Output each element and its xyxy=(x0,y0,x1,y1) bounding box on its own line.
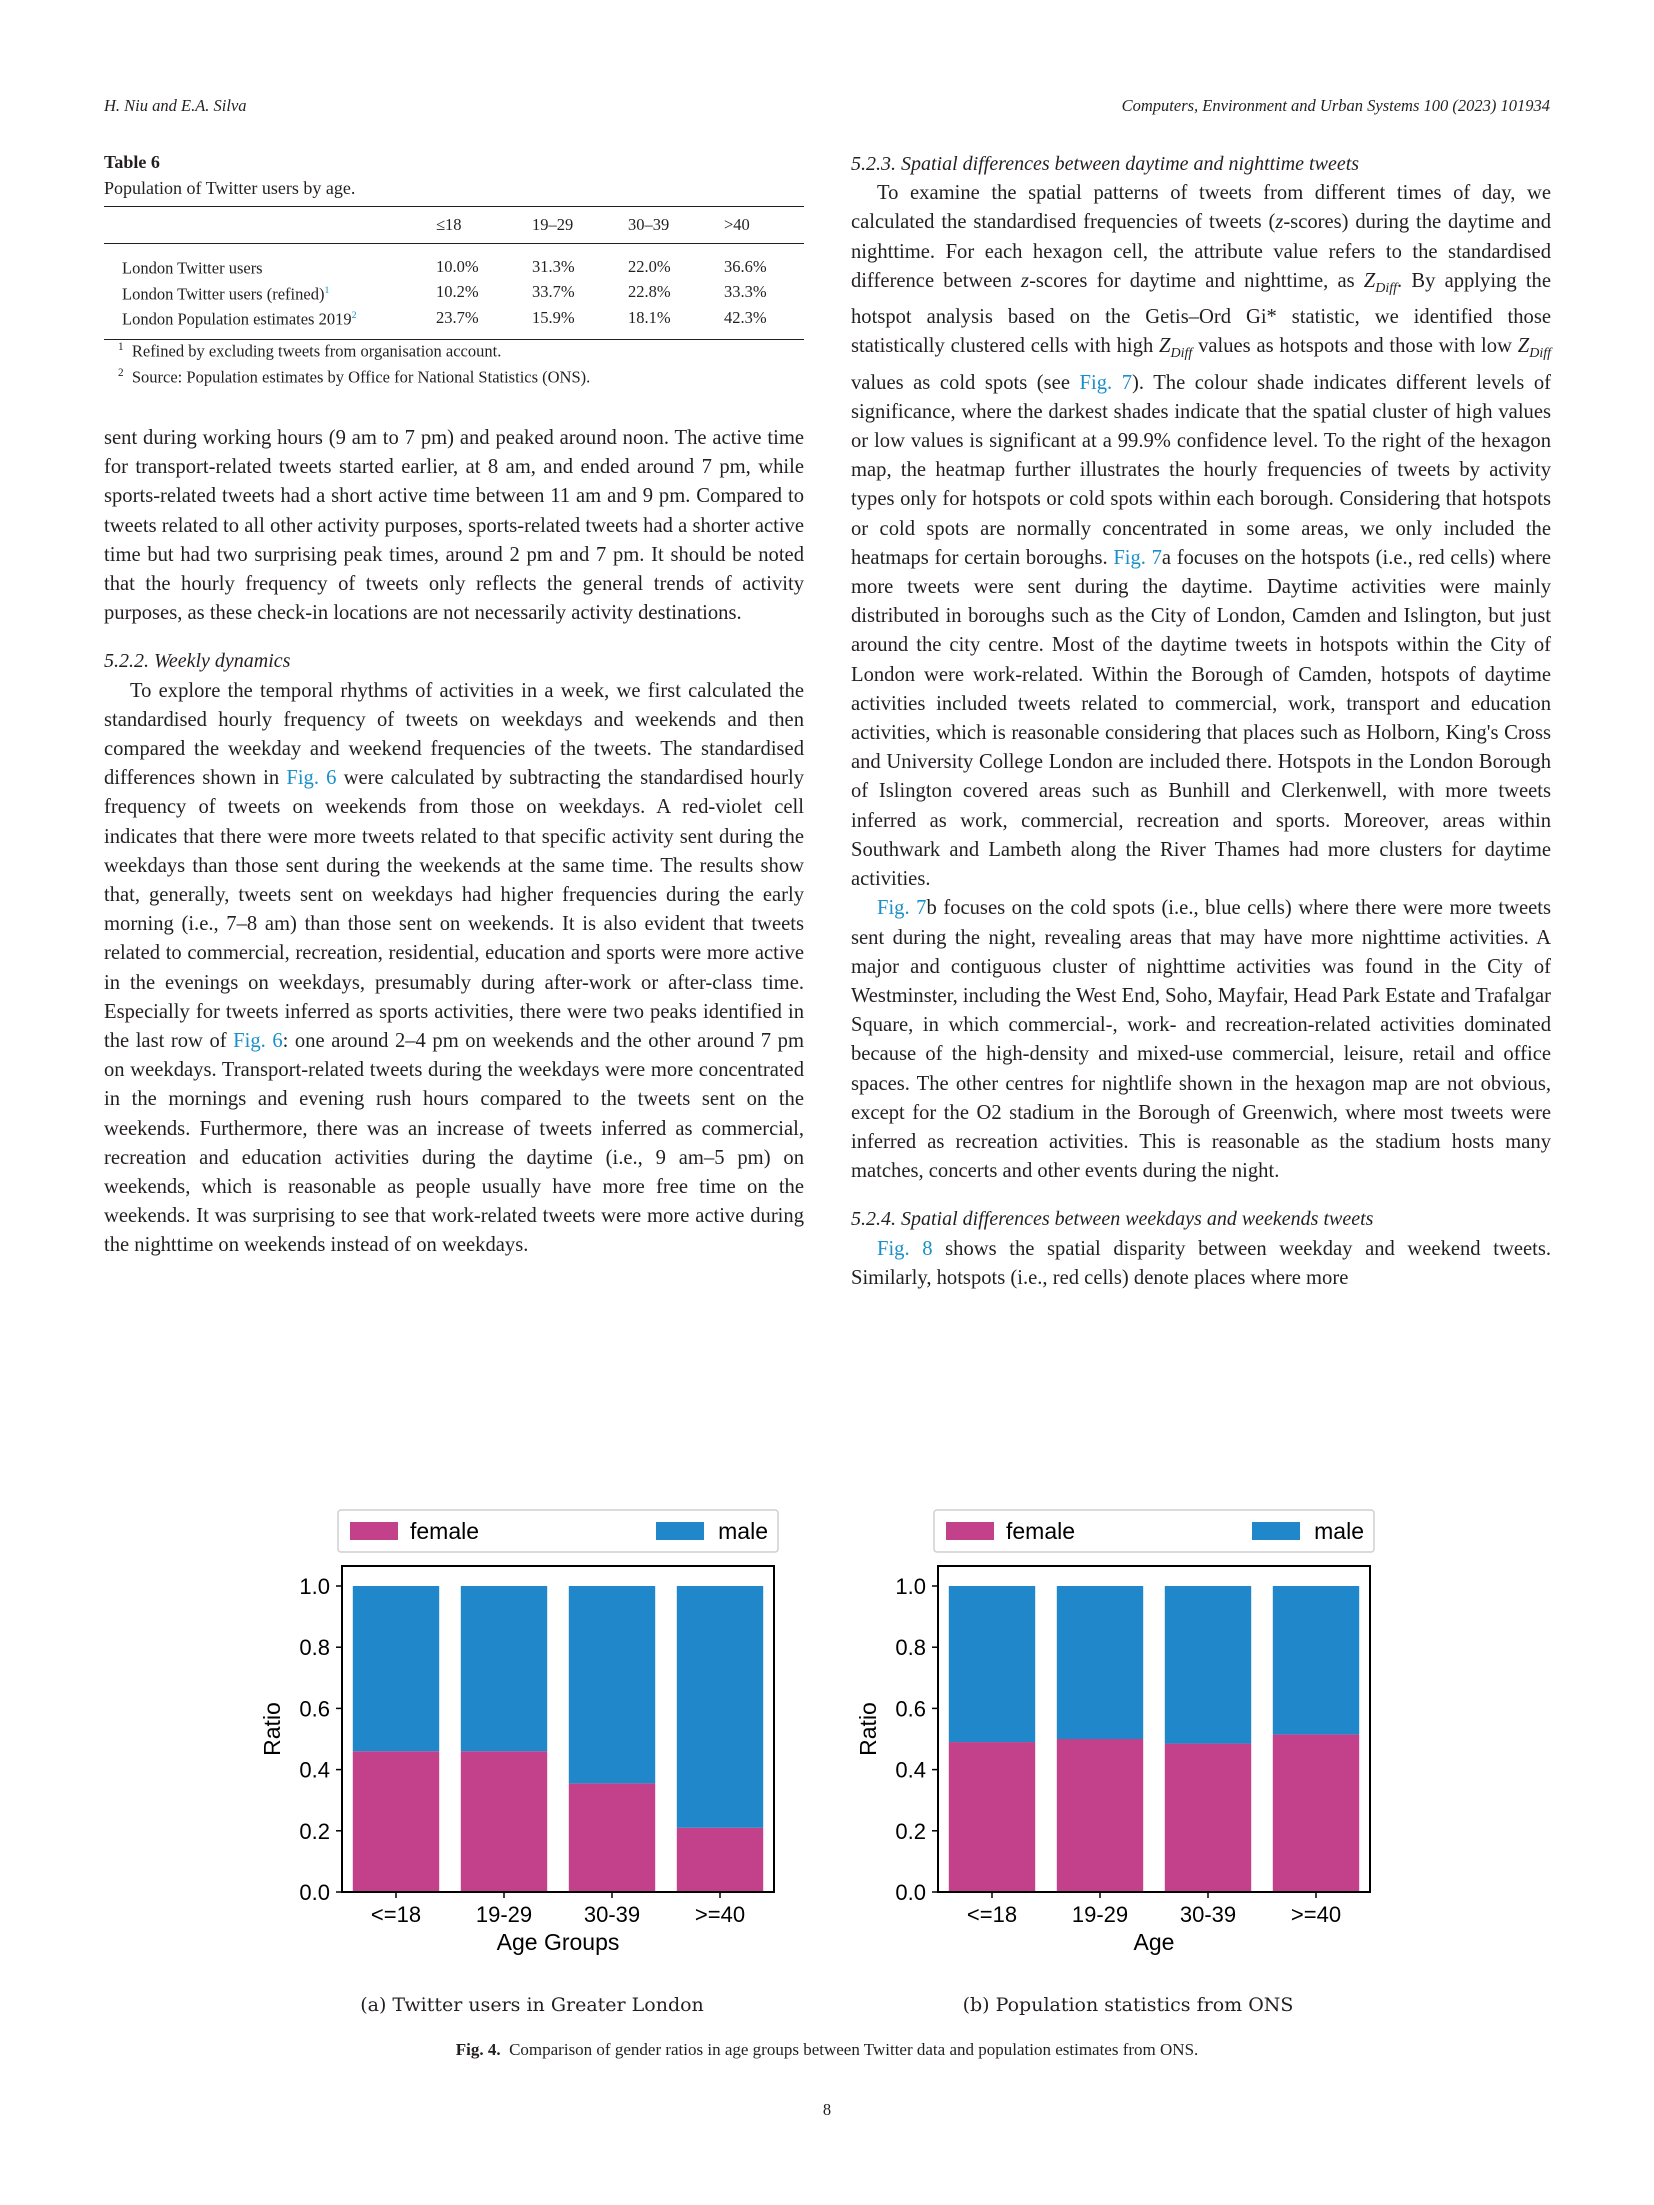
bar-male xyxy=(1057,1586,1143,1739)
y-tick-label: 1.0 xyxy=(299,1574,330,1599)
figure-link[interactable]: Fig. 6 xyxy=(286,767,337,790)
bar-female xyxy=(677,1828,763,1892)
x-tick-label: >=40 xyxy=(694,1902,746,1927)
table-cell: 10.0% xyxy=(436,256,479,276)
section-heading: 5.2.4. Spatial differences between weekdays and weekends tweets xyxy=(851,1208,1374,1231)
legend-box xyxy=(934,1510,1374,1552)
table-row-label: London Twitter users xyxy=(122,258,263,278)
x-tick-label: <=18 xyxy=(966,1902,1018,1927)
table-cell: 22.0% xyxy=(628,256,671,276)
y-tick-label: 1.0 xyxy=(895,1574,926,1599)
bar-female xyxy=(461,1751,547,1892)
footnote-ref[interactable]: 1 xyxy=(324,284,330,296)
bar-male xyxy=(949,1586,1035,1742)
y-tick-label: 0.0 xyxy=(895,1880,926,1905)
y-tick-label: 0.8 xyxy=(895,1635,926,1661)
bar-male xyxy=(569,1586,655,1783)
paragraph: sent during working hours (9 am to 7 pm) and peaked around noon. The active time for transport-related tweets started earlier, at 8 am, and ended around 7 pm, while sports-related tweets had a short active time between 11 am and 9 pm. Compared to tweets related to all other activity purposes, sports-related tweets had a shorter active time but had two surprising peak times, around 2 pm and 7 pm. It should be noted that the hourly frequency of tweets only reflects the general trends of activity purposes, as these check-in locations are not necessarily activity destinations. xyxy=(104,427,804,625)
y-tick-label: 0.4 xyxy=(299,1757,330,1783)
legend-swatch-male xyxy=(656,1522,704,1540)
table-footnote: $^2$ Source: Population estimates by Office for National Statistics (ONS). xyxy=(118,367,591,387)
legend-label-female: female xyxy=(1006,1518,1076,1544)
subcaption-a: (a) Twitter users in Greater London xyxy=(360,1994,704,2016)
table-header-cell: >40 xyxy=(724,215,750,234)
figure-link[interactable]: Fig. 7 xyxy=(1113,546,1162,569)
x-axis-label: Age xyxy=(1133,1929,1175,1955)
section-heading: 5.2.2. Weekly dynamics xyxy=(104,650,291,673)
bar-female xyxy=(353,1751,439,1892)
x-axis-label: Age Groups xyxy=(496,1929,620,1955)
left-column xyxy=(104,424,804,1261)
table-cell: 36.6% xyxy=(724,256,767,276)
right-column xyxy=(851,150,1551,1293)
paragraph: Fig. 8 shows the spatial disparity between weekday and weekend tweets. Similarly, hotspots (i.e., red cells) denote places where more xyxy=(851,1237,1551,1289)
table-cell: 42.3% xyxy=(724,307,767,327)
x-tick-label: 19-29 xyxy=(475,1902,533,1927)
footnote-ref[interactable]: 2 xyxy=(351,310,357,321)
chart-twitter-users xyxy=(240,1490,800,2030)
table-cell: 22.8% xyxy=(628,282,671,302)
table-cell: 15.9% xyxy=(532,307,575,327)
y-axis-label: Ratio xyxy=(259,1702,285,1756)
legend-box xyxy=(338,1510,778,1552)
table-cell: 10.2% xyxy=(436,282,479,302)
bar-female xyxy=(949,1742,1035,1892)
legend-swatch-female xyxy=(350,1522,398,1540)
y-tick-label: 0.6 xyxy=(895,1696,926,1722)
figure-link[interactable]: Fig. 7 xyxy=(1079,371,1133,394)
chart-svg xyxy=(240,1490,800,1990)
legend-label-male: male xyxy=(1314,1518,1364,1544)
section-heading: 5.2.3. Spatial differences between daytime and nighttime tweets xyxy=(851,153,1360,175)
figure-caption: Fig. 4. Comparison of gender ratios in age groups between Twitter data and population estimates from ONS. xyxy=(455,2040,1199,2059)
table-row xyxy=(104,244,804,280)
y-tick-label: 0.6 xyxy=(299,1696,330,1722)
paragraph: To examine the spatial patterns of tweets from different times of day, we calculated the standardised frequencies of tweets (z-scores) during the daytime and nighttime. For each hexagon cell, the attribute value refers to the standardised difference between z-scores for daytime and nighttime, as $Z_{Diff}$. By applying the hotspot analysis based on the Getis–Ord Gi* statistic, we identified those statistically clustered cells with high $Z_{Diff}$ values as hotspots and those with low $Z_{Diff}$ values as cold spots (see Fig. 7). The colour shade indicates different levels of significance, where the darkest shades indicate that the spatial cluster of high values or low values is significant at a 99.9% confidence level. To the right of the hexagon map, the heatmap further illustrates the hourly frequencies of tweets by activity types only for hotspots or cold spots within each borough. Considering that hotspots or cold spots are normally concentrated in some areas, we only included the heatmaps for certain boroughs. Fig. 7a focuses on the hotspots (i.e., red cells) where more tweets were sent during the daytime. Daytime activities were mainly distributed in boroughs such as the City of London, Camden and Islington, but just around the city centre. Most of the daytime tweets in hotspots within the City of London were work-related. Within the Borough of Camden, hotspots of daytime activities included tweets related to commercial, work, transport and education activities, which is reasonable considering that places such as Holborn, King's Cross and University College London are included there. Hotspots in the London Borough of Islington covered areas such as Bunhill and Clerkenwell, with more tweets inferred as work, commercial, recreation and sports. Moreover, areas within Southwark and Lambeth along the River Thames had more clusters for daytime activities. xyxy=(851,182,1551,891)
table-cell: 33.3% xyxy=(724,282,767,302)
table-row-label: London Twitter users (refined)$^1$ xyxy=(122,284,330,303)
figure-link[interactable]: Fig. 8 xyxy=(877,1237,933,1260)
bar-male xyxy=(461,1586,547,1751)
bar-female xyxy=(1273,1734,1359,1892)
running-header-authors: H. Niu and E.A. Silva xyxy=(104,96,247,115)
y-tick-label: 0.8 xyxy=(299,1635,330,1661)
table-cell: 33.7% xyxy=(532,282,575,302)
y-tick-label: 0.2 xyxy=(299,1818,330,1844)
table-row xyxy=(104,305,804,339)
running-header-journal: Computers, Environment and Urban Systems 100 (2023) 101934 xyxy=(1121,96,1550,115)
x-tick-label: <=18 xyxy=(370,1902,422,1927)
table-row-label: London Population estimates 2019$^2$ xyxy=(122,309,357,329)
bar-female xyxy=(1057,1739,1143,1892)
bar-male xyxy=(1165,1586,1251,1744)
bar-male xyxy=(677,1586,763,1828)
table-header-cell: ≤18 xyxy=(436,215,462,234)
legend-label-male: male xyxy=(718,1518,768,1544)
bar-female xyxy=(569,1783,655,1892)
table-footnote: $^1$ Refined by excluding tweets from organisation account. xyxy=(118,341,502,361)
paragraph: To explore the temporal rhythms of activities in a week, we first calculated the standardised hourly frequency of tweets on weekdays and weekends and then compared the weekday and weekend frequencies of the tweets. The standardised differences shown in Fig. 6 were calculated by subtracting the standardised hourly frequency of tweets on weekends from those on weekdays. A red-violet cell indicates that there were more tweets related to that specific activity sent during the weekdays than those sent during the weekends at the same time. The results show that, generally, tweets sent on weekdays had higher frequencies during the early morning (i.e., 7–8 am) than those sent on weekends. It is also evident that tweets related to commercial, recreation, residential, education and sports were more active in the evenings on weekdays, presumably during after-work or after-class time. Especially for tweets inferred as sports activities, there were two peaks identified in the last row of Fig. 6: one around 2–4 pm on weekends and the other around 7 pm on weekdays. Transport-related tweets during the weekdays were more concentrated in the mornings and evening rush hours compared to the tweets sent on the weekends. Furthermore, there was an increase of tweets inferred as commercial, recreation and education activities during the daytime (i.e., 9 am–5 pm) on weekends, which is reasonable as people usually have more free time on the weekends. It was surprising to see that work-related tweets were more active during the nighttime on weekends instead of on weekdays. xyxy=(104,679,804,1257)
chart-svg xyxy=(836,1490,1396,1990)
y-tick-label: 0.2 xyxy=(895,1818,926,1844)
x-tick-label: >=40 xyxy=(1290,1902,1342,1927)
legend-label-female: female xyxy=(410,1518,480,1544)
table-header-cell xyxy=(104,207,436,244)
y-axis-label: Ratio xyxy=(855,1702,881,1756)
table-cell: 31.3% xyxy=(532,256,575,276)
legend-swatch-male xyxy=(1252,1522,1300,1540)
table-cell: 23.7% xyxy=(436,307,479,327)
table-header-row xyxy=(104,207,804,244)
table-header-cell: 30–39 xyxy=(628,215,670,234)
x-tick-label: 30-39 xyxy=(583,1902,641,1927)
table-header-cell: 19–29 xyxy=(532,215,574,234)
table-6 xyxy=(104,206,804,340)
x-tick-label: 19-29 xyxy=(1071,1902,1129,1927)
figure-link[interactable]: Fig. 6 xyxy=(233,1030,283,1053)
figure-link[interactable]: Fig. 7 xyxy=(877,897,927,920)
y-tick-label: 0.4 xyxy=(895,1757,926,1783)
table-label: Table 6 xyxy=(104,152,160,172)
bar-male xyxy=(1273,1586,1359,1734)
legend-swatch-female xyxy=(946,1522,994,1540)
table-cell: 18.1% xyxy=(628,307,671,327)
x-tick-label: 30-39 xyxy=(1179,1902,1237,1927)
bar-male xyxy=(353,1586,439,1751)
table-row xyxy=(104,280,804,306)
page-number: 8 xyxy=(822,2100,832,2119)
subcaption-b: (b) Population statistics from ONS xyxy=(962,1994,1294,2016)
y-tick-label: 0.0 xyxy=(299,1880,330,1905)
table-caption: Population of Twitter users by age. xyxy=(104,178,356,198)
chart-population-ons xyxy=(836,1490,1396,2030)
bar-female xyxy=(1165,1744,1251,1892)
paragraph: Fig. 7b focuses on the cold spots (i.e., blue cells) where there were more tweets sent during the night, revealing areas that may have more nighttime activities. A major and contiguous cluster of nighttime activities was found in the City of Westminster, including the West End, Soho, Mayfair, Head Park Estate and Trafalgar Square, in which commercial-, work- and recreation-related activities dominated because of the high-density and mixed-use commercial, leisure, retail and office spaces. The other centres for nightlife shown in the hexagon map are not obvious, except for the O2 stadium in the Borough of Greenwich, where most tweets were inferred as recreation activities. This is reasonable as the stadium hosts many matches, concerts and other events during the night. xyxy=(851,897,1551,1183)
